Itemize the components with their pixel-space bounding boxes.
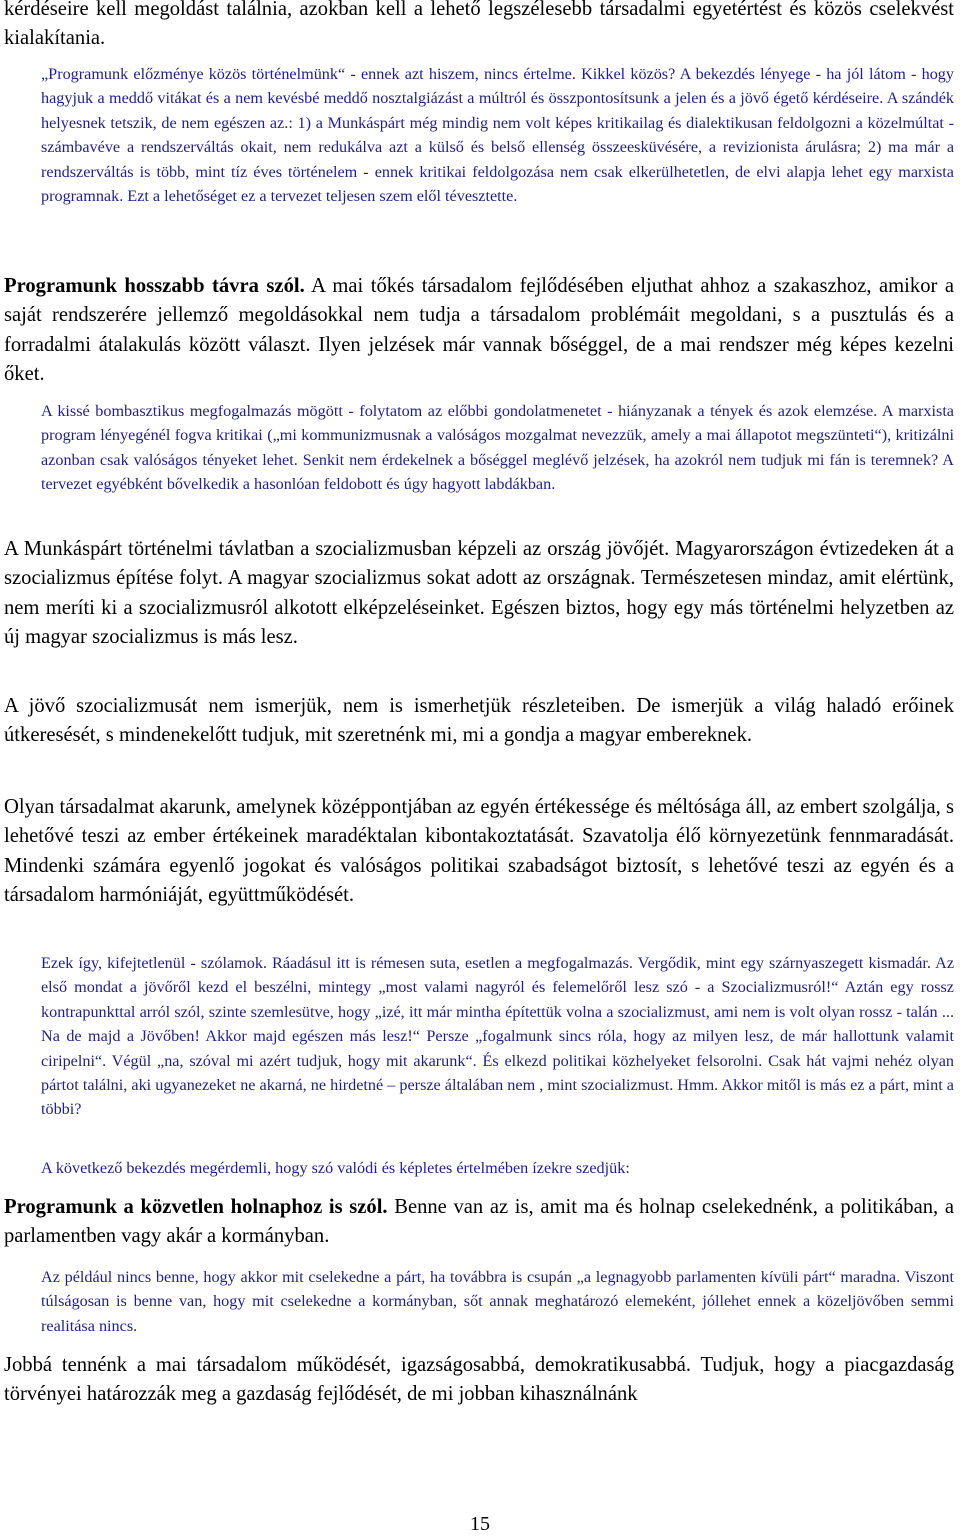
page-number: 15: [470, 1513, 490, 1535]
paragraph-heading: Programunk a közvetlen holnaphoz is szól.: [4, 1196, 388, 1218]
paragraph-better-society: Jobbá tennénk a mai társadalom működését, igazságosabbá, demokratikusabbá. Tudjuk, hogy a piacgazdaság törvényei határozzák meg a gazdaság fejlődését, de mi jobban kihasználnánk: [4, 1354, 954, 1406]
comment-parliament: Az például nincs benne, hogy akkor mit cselekedne a párt, ha továbbra is csupán „a legnagyobb parlamenten kívüli párt“ maradna. Viszont túlságosan is benne van, hogy mit cselekedne a kormányban, sőt annak meghatározó elemeként, jóllehet ennek a közeljövőben semmi realitása nincs.: [41, 1268, 954, 1335]
comment-slogans: Ezek így, kifejtetlenül - szólamok. Ráadásul itt is rémesen suta, esetlen a megfogalmazás. Vergődik, mint egy szárnyaszegett kismadár. Az első mondat a jövőről kezd el beszélni, mintegy „most valami nagyról és felemelőről lesz szó - a Szocializmusról!“ Aztán egy rossz kontrapunkttal arról szól, szinte szemlesütve, hogy „izé, itt már mintha építettük volna a szocializmust, ami nem is volt olyan rossz - talán ... Na de majd a Jövőben! Akkor majd egészen más lesz!“ Persze „fogalmunk sincs róla, hogy az milyen lesz, de már hallottunk valamit ciripelni“. Végül „na, szóval mi azért tudjuk, hogy mit akarunk“. És elkezd politikai közhelyeket felsorolni. Csak hát vajmi nehéz olyan pártot találni, aki ugyanezeket ne akarná, ne hirdetné – persze általában nem , mint szocializmust. Hmm. Akkor mitől is más ez a párt, mint a többi?: [41, 954, 954, 1119]
paragraph-long-term: [4, 272, 954, 390]
paragraph-socialism-vision: A Munkáspárt történelmi távlatban a szocializmusban képzeli az ország jövőjét. Magyarországon évtizedeken át a szocializmus építése folyt. A magyar szocializmus sokat adott az országnak. Természetesen mindaz, amit elértünk, nem meríti ki a szocializmusról alkotott elképzeléseinket. Egészen biztos, hogy egy más történelmi helyzetben az új magyar szocializmus is más lesz.: [4, 538, 954, 649]
paragraph-body: A mai tőkés társadalom fejlődésében eljuthat ahhoz a szakaszhoz, amikor a saját rendszerére jellemző megoldásokkal nem tudja a társadalom problémáit megoldani, s a pusztulás és a forradalmi átalakulás között választ. Ilyen jelzések már vannak bőséggel, de a mai rendszer még képes kezelni őket.: [4, 275, 954, 386]
paragraph-near-future: [4, 1193, 954, 1252]
comment-history: „Programunk előzménye közös történelmünk“ - ennek azt hiszem, nincs értelme. Kikkel közös? A bekezdés lényege - ha jól látom - hogy hagyjuk a meddő vitákat és a nem kevésbé meddő nosztalgiázást a múltról és összpontosítsunk a jelen és a jövő égető kérdéseire. A szándék helyesnek tetszik, de nem egészen az.: 1) a Munkáspárt még mindig nem volt képes kritikailag és dialektikusan feldolgozni a közelmúltat - számbavéve a rendszerváltás okait, nem redukálva azt a külső és belső ellenség összeesküvésére, a revizionista árulásra; 2) ma már a rendszerváltás is több, mint tíz éves történelem - ennek kritikai feldolgozása nem csak elkerülhetetlen, de elvi alapja lehet egy marxista programnak. Ezt a lehetőséget ez a tervezet teljesen szem elől tévesztette.: [41, 65, 954, 206]
paragraph-heading: Programunk hosszabb távra szól.: [4, 275, 305, 297]
paragraph-future: A jövő szocializmusát nem ismerjük, nem is ismerhetjük részleteiben. De ismerjük a világ haladó erőinek útkeresését, s mindenekelőtt tudjuk, mit szeretnénk mi, mi a gondja a magyar embereknek.: [4, 695, 954, 747]
paragraph-body: Benne van az is, amit ma és holnap cselekednénk, a politikában, a parlamentben vagy akár a kormányban.: [4, 1196, 954, 1248]
paragraph-intro: kérdéseire kell megoldást találnia, azokban kell a lehető legszélesebb társadalmi egyetértést és közös cselekvést kialakítania.: [4, 0, 954, 50]
paragraph-society: Olyan társadalmat akarunk, amelynek középpontjában az egyén értékessége és méltósága áll, az embert szolgálja, s lehetővé teszi az ember értékeinek maradéktalan kibontakoztatását. Szavatolja élő környezetünk fennmaradását. Mindenki számára egyenlő jogokat és valóságos politikai szabadságot biztosít, s lehetővé teszi az egyén és a társadalom harmóniáját, együttműködését.: [4, 796, 954, 907]
comment-next-paragraph: A következő bekezdés megérdemli, hogy szó valódi és képletes értelmében ízekre szedjük:: [41, 1159, 630, 1177]
comment-bombastic: A kissé bombasztikus megfogalmazás mögött - folytatom az előbbi gondolatmenetet - hiányzanak a tények és azok elemzése. A marxista program lényegénél fogva kritikai („mi kommunizmusnak a valóságos mozgalmat nevezzük, amely a mai állapotot megszünteti“), kritizálni azonban csak valóságos tényeket lehet. Senkit nem érdekelnek a bőséggel meglévő jelzések, ha azokról nem tudjuk mi fán is teremnek? A tervezet egyébként bővelkedik a hasonlóan feldobott és úgy hagyott labdákban.: [41, 402, 954, 494]
